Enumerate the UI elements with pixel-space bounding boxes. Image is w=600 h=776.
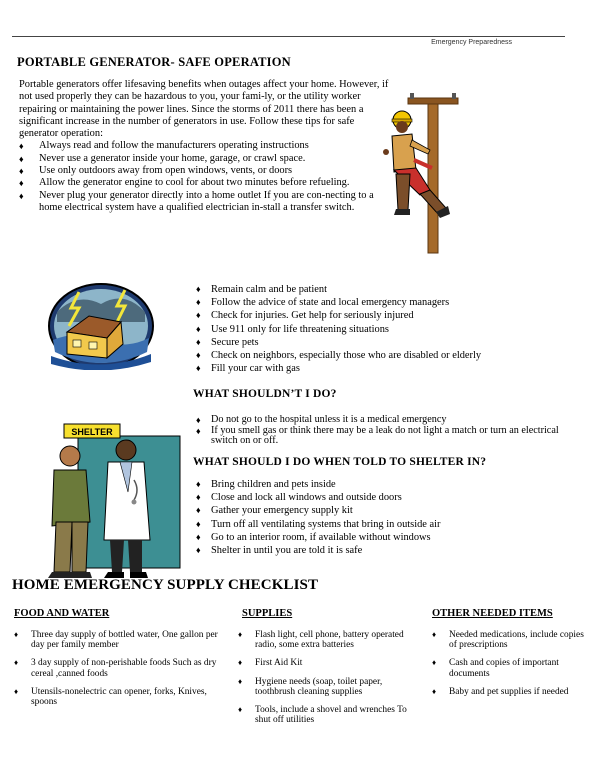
shelter-doctor-icon bbox=[42, 422, 182, 582]
do-list-section bbox=[196, 283, 556, 375]
shelter-sign: SHELTER bbox=[71, 427, 113, 437]
list-item: ♦ Baby and pet supplies if needed bbox=[432, 687, 592, 697]
list-item: ♦ Never plug your generator directly into a home outlet If you are con-necting to a home electrical system have a qualified electrician in-stall a transfer switch. bbox=[19, 190, 389, 215]
do-list bbox=[196, 283, 556, 375]
list-item: ♦ Utensils-nonelectric can opener, forks, Knives, spoons bbox=[14, 687, 224, 707]
list-item: ♦ Always read and follow the manufacturers operating instructions bbox=[19, 140, 389, 152]
list-item: ♦ Never use a generator inside your home, garage, or crawl space. bbox=[19, 153, 389, 165]
list-item: ♦ Bring children and pets inside bbox=[196, 478, 556, 491]
list-item: ♦ Check on neighbors, especially those who are disabled or elderly bbox=[196, 349, 556, 362]
list-item: ♦ Use 911 only for life threatening situations bbox=[196, 323, 556, 336]
checklist-heading-food: FOOD AND WATER bbox=[14, 608, 110, 619]
list-item: ♦ Secure pets bbox=[196, 336, 556, 349]
shelter-list bbox=[196, 478, 556, 557]
list-item: ♦ Cash and copies of important documents bbox=[432, 658, 592, 678]
shelter-section bbox=[196, 478, 556, 557]
list-item: ♦ Use only outdoors away from open windows, vents, or doors bbox=[19, 165, 389, 177]
list-item: ♦ Check for injuries. Get help for seriously injured bbox=[196, 309, 556, 322]
list-item: ♦ Needed medications, include copies of prescriptions bbox=[432, 630, 592, 650]
dont-title: WHAT SHOULDN’T I DO? bbox=[193, 388, 337, 400]
list-item: ♦ Close and lock all windows and outside doors bbox=[196, 491, 556, 504]
generator-section bbox=[19, 79, 389, 214]
list-item: ♦ Three day supply of bottled water, One gallon per day per family member bbox=[14, 630, 224, 650]
list-item: ♦ Shelter in until you are told it is safe bbox=[196, 544, 556, 557]
generator-tips bbox=[19, 140, 389, 214]
checklist-column-food bbox=[14, 630, 224, 715]
checklist-column-other bbox=[432, 630, 592, 705]
generator-intro: Portable generators offer lifesaving benefits when outages affect your home. However, if not used properly they can be hazardous to you, your fami-ly, or the utility worker repairing or maintaining the power lines. Since the storms of 2011 there has been a significant increase in the number of generators in use. Follow these tips for safe generator operation: bbox=[19, 79, 389, 140]
list-item: ♦ Fill your car with gas bbox=[196, 362, 556, 375]
dont-section bbox=[196, 415, 576, 447]
shelter-title: WHAT SHOULD I DO WHEN TOLD TO SHELTER IN? bbox=[193, 456, 487, 468]
checklist-heading-supplies: SUPPLIES bbox=[242, 608, 293, 619]
checklist-column-supplies bbox=[238, 630, 418, 733]
list-item: ♦ Allow the generator engine to cool for about two minutes before refueling. bbox=[19, 177, 389, 189]
checklist-title: HOME EMERGENCY SUPPLY CHECKLIST bbox=[12, 577, 319, 593]
list-item: ♦ Flash light, cell phone, battery operated radio, some extra batteries bbox=[238, 630, 418, 650]
header-rule bbox=[12, 36, 565, 37]
list-item: ♦ Do not go to the hospital unless it is a medical emergency bbox=[196, 415, 576, 426]
list-item: ♦ Turn off all ventilating systems that bring in outside air bbox=[196, 518, 556, 531]
storm-house-icon bbox=[47, 282, 155, 370]
list-item: ♦ Go to an interior room, if available without windows bbox=[196, 531, 556, 544]
list-item: ♦ Tools, include a shovel and wrenches To shut off utilities bbox=[238, 705, 418, 725]
list-item: ♦ Remain calm and be patient bbox=[196, 283, 556, 296]
dont-list bbox=[196, 415, 576, 447]
list-item: ♦ First Aid Kit bbox=[238, 658, 418, 668]
list-item: ♦ Hygiene needs (soap, toilet paper, toothbrush cleaning supplies bbox=[238, 677, 418, 697]
list-item: ♦ If you smell gas or think there may be a leak do not light a match or turn an electrical switch on or off. bbox=[196, 426, 576, 447]
list-item: ♦ 3 day supply of non-perishable foods Such as dry cereal ,canned foods bbox=[14, 658, 224, 678]
checklist-heading-other: OTHER NEEDED ITEMS bbox=[432, 608, 553, 619]
list-item: ♦ Follow the advice of state and local emergency managers bbox=[196, 296, 556, 309]
utility-worker-icon bbox=[370, 90, 475, 255]
header-tag: Emergency Preparedness bbox=[431, 39, 512, 46]
list-item: ♦ Gather your emergency supply kit bbox=[196, 504, 556, 517]
generator-title: PORTABLE GENERATOR- SAFE OPERATION bbox=[17, 55, 291, 69]
